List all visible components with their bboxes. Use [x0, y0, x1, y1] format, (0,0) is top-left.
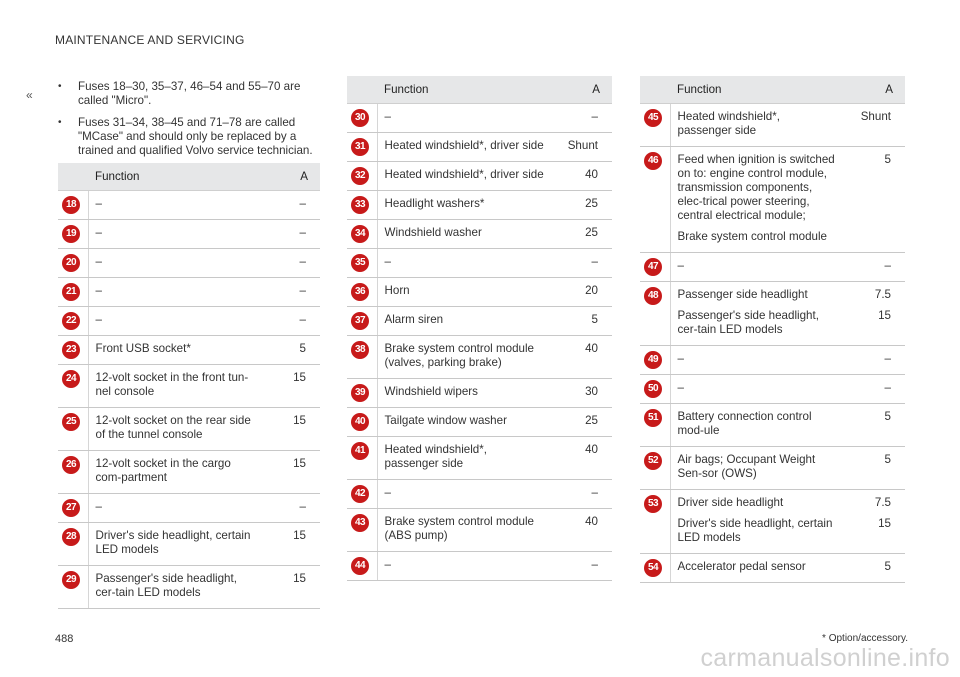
fuse-row — [347, 219, 612, 248]
fuse-number-badge: 21 — [62, 283, 80, 301]
fuse-amperage: 5 — [884, 452, 891, 466]
fuse-row — [58, 277, 320, 306]
table-header-row — [640, 76, 905, 103]
fuse-number-badge: 29 — [62, 571, 80, 589]
fuse-function: – — [95, 312, 102, 326]
fuse-function: Passenger side headlight — [677, 287, 808, 301]
fuse-number-badge: 25 — [62, 413, 80, 431]
fuse-number-badge: 19 — [62, 225, 80, 243]
fuse-row — [58, 565, 320, 608]
fuse-function: – — [384, 485, 391, 499]
fuse-amperage: – — [884, 351, 891, 365]
fuse-row — [58, 364, 320, 407]
fuse-function: Heated windshield*, driver side — [384, 138, 544, 152]
fuse-row — [347, 407, 612, 436]
fuse-number-badge: 30 — [351, 109, 369, 127]
fuse-function: – — [384, 557, 391, 571]
fuse-amperage: – — [591, 109, 598, 123]
fuse-row — [58, 248, 320, 277]
fuse-row — [640, 374, 905, 403]
fuse-table-1 — [58, 163, 320, 609]
fuse-function: Brake system control module (valves, parking brake) — [384, 341, 534, 369]
fuse-amperage: 5 — [591, 312, 598, 326]
fuse-row — [640, 146, 905, 252]
fuse-function: Front USB socket* — [95, 341, 191, 355]
fuse-amperage: 40 — [585, 167, 598, 181]
fuse-row — [347, 277, 612, 306]
fuse-amperage: 15 — [878, 516, 891, 530]
fuse-amperage: 30 — [585, 384, 598, 398]
fuse-row — [58, 450, 320, 493]
fuse-function: – — [95, 196, 102, 210]
fuse-number-badge: 48 — [644, 287, 662, 305]
fuse-function: Passenger's side headlight, cer-tain LED models — [677, 308, 819, 336]
fuse-function: Accelerator pedal sensor — [677, 559, 806, 573]
fuse-function: Heated windshield*, passenger side — [677, 109, 780, 137]
fuse-amperage: 40 — [585, 341, 598, 355]
fuse-number-badge: 39 — [351, 384, 369, 402]
fuse-amperage: – — [299, 196, 306, 210]
fuse-amperage: 7.5 — [874, 287, 891, 301]
fuse-number-badge: 34 — [351, 225, 369, 243]
fuse-function: Driver's side headlight, certain LED models — [95, 528, 251, 556]
fuse-row — [347, 436, 612, 479]
watermark-text: carmanualsonline.info — [700, 644, 950, 672]
fuse-row — [640, 281, 905, 345]
fuse-function: Tailgate window washer — [384, 413, 507, 427]
fuse-row — [640, 103, 905, 146]
fuse-function: Driver's side headlight, certain LED models — [677, 516, 833, 544]
fuse-row — [58, 219, 320, 248]
fuse-row — [347, 551, 612, 580]
fuse-row — [640, 252, 905, 281]
fuse-row — [58, 190, 320, 219]
bullet-icon: • — [58, 117, 62, 128]
fuse-amperage: 5 — [884, 152, 891, 166]
fuse-table-3 — [640, 76, 905, 583]
fuse-row — [58, 522, 320, 565]
table-header-row — [347, 76, 612, 103]
fuse-amperage: 15 — [878, 308, 891, 322]
fuse-row — [640, 446, 905, 489]
fuse-amperage: 20 — [585, 283, 598, 297]
fuse-amperage: – — [299, 225, 306, 239]
fuse-number-badge: 40 — [351, 413, 369, 431]
fuse-number-badge: 31 — [351, 138, 369, 156]
fuse-amperage: Shunt — [567, 138, 598, 152]
bullet-icon: • — [58, 81, 62, 92]
fuse-function: – — [677, 380, 684, 394]
fuse-number-badge: 18 — [62, 196, 80, 214]
fuse-function: 12-volt socket in the front tun-nel console — [95, 370, 249, 398]
fuse-amperage: 15 — [293, 456, 306, 470]
note-item — [58, 80, 322, 108]
fuse-function: Battery connection control mod-ule — [677, 409, 812, 437]
fuse-notes-list — [58, 80, 322, 166]
fuse-function: Alarm siren — [384, 312, 444, 326]
fuse-number-badge: 37 — [351, 312, 369, 330]
note-text: Fuses 18–30, 35–37, 46–54 and 55–70 are called "Micro". — [78, 80, 301, 107]
fuse-row — [58, 335, 320, 364]
fuse-number-badge: 38 — [351, 341, 369, 359]
fuse-amperage: 25 — [585, 413, 598, 427]
fuse-number-badge: 28 — [62, 528, 80, 546]
back-nav-icon[interactable]: « — [26, 88, 31, 102]
fuse-function: Heated windshield*, passenger side — [384, 442, 487, 470]
fuse-row — [640, 345, 905, 374]
fuse-function: – — [95, 283, 102, 297]
fuse-amperage: – — [299, 283, 306, 297]
column-header-function: Function — [377, 76, 552, 103]
fuse-function: Feed when ignition is switched on to: engine control module, transmission components, elec-trical power steering, central electrical module; — [677, 152, 835, 222]
fuse-amperage: 40 — [585, 514, 598, 528]
fuse-amperage: – — [591, 485, 598, 499]
fuse-amperage: 25 — [585, 196, 598, 210]
fuse-amperage: 15 — [293, 370, 306, 384]
fuse-function: 12-volt socket on the rear side of the tunnel console — [95, 413, 251, 441]
fuse-row — [347, 306, 612, 335]
fuse-function: 12-volt socket in the cargo com-partment — [95, 456, 231, 484]
fuse-number-badge: 32 — [351, 167, 369, 185]
fuse-row — [640, 553, 905, 582]
column-header-function: Function — [670, 76, 845, 103]
fuse-amperage: – — [884, 258, 891, 272]
fuse-amperage: 7.5 — [874, 495, 891, 509]
fuse-number-badge: 44 — [351, 557, 369, 575]
fuse-row — [347, 479, 612, 508]
fuse-function: Brake system control module (ABS pump) — [384, 514, 534, 542]
fuse-amperage: 5 — [299, 341, 306, 355]
fuse-row — [640, 403, 905, 446]
fuse-number-badge: 43 — [351, 514, 369, 532]
fuse-row — [347, 103, 612, 132]
fuse-row — [58, 493, 320, 522]
fuse-row — [347, 378, 612, 407]
fuse-row — [347, 190, 612, 219]
fuse-number-badge: 22 — [62, 312, 80, 330]
fuse-number-badge: 52 — [644, 452, 662, 470]
fuse-amperage: 40 — [585, 442, 598, 456]
fuse-amperage: 15 — [293, 528, 306, 542]
fuse-number-badge: 54 — [644, 559, 662, 577]
fuse-function: Driver side headlight — [677, 495, 784, 509]
footnote: * Option/accessory. — [822, 633, 908, 644]
note-text: Fuses 31–34, 38–45 and 71–78 are called "MCase" and should only be replaced by a trained and qualified Volvo service technician. — [78, 116, 313, 157]
fuse-amperage: 5 — [884, 559, 891, 573]
fuse-function: – — [95, 254, 102, 268]
fuse-table-2 — [347, 76, 612, 581]
fuse-number-badge: 27 — [62, 499, 80, 517]
fuse-amperage: 15 — [293, 571, 306, 585]
fuse-row — [347, 335, 612, 378]
table-header-row — [58, 163, 320, 190]
fuse-amperage: – — [591, 254, 598, 268]
fuse-function: – — [384, 109, 391, 123]
fuse-function: – — [677, 351, 684, 365]
fuse-number-badge: 45 — [644, 109, 662, 127]
page-header-title: MAINTENANCE AND SERVICING — [55, 33, 245, 47]
fuse-number-badge: 23 — [62, 341, 80, 359]
fuse-number-badge: 49 — [644, 351, 662, 369]
fuse-amperage: Shunt — [860, 109, 891, 123]
fuse-amperage: 25 — [585, 225, 598, 239]
fuse-number-badge: 47 — [644, 258, 662, 276]
column-header-amp: A — [552, 76, 612, 103]
fuse-function: Horn — [384, 283, 410, 297]
fuse-function: Air bags; Occupant Weight Sen-sor (OWS) — [677, 452, 816, 480]
fuse-amperage: 5 — [884, 409, 891, 423]
fuse-row — [347, 132, 612, 161]
note-item — [58, 116, 322, 158]
fuse-row — [347, 508, 612, 551]
fuse-number-badge: 50 — [644, 380, 662, 398]
fuse-function: Headlight washers* — [384, 196, 485, 210]
fuse-amperage: – — [299, 254, 306, 268]
fuse-number-badge: 51 — [644, 409, 662, 427]
fuse-function: – — [384, 254, 391, 268]
fuse-row — [347, 161, 612, 190]
fuse-row — [347, 248, 612, 277]
fuse-function: – — [95, 225, 102, 239]
column-header-amp: A — [260, 163, 320, 190]
page-number: 488 — [55, 633, 74, 645]
fuse-amperage: – — [884, 380, 891, 394]
fuse-amperage: – — [299, 312, 306, 326]
fuse-number-badge: 41 — [351, 442, 369, 460]
fuse-amperage: 15 — [293, 413, 306, 427]
column-header-function: Function — [88, 163, 260, 190]
fuse-number-badge: 53 — [644, 495, 662, 513]
fuse-number-badge: 35 — [351, 254, 369, 272]
fuse-function: Windshield washer — [384, 225, 482, 239]
fuse-number-badge: 20 — [62, 254, 80, 272]
column-header-amp: A — [845, 76, 905, 103]
fuse-number-badge: 24 — [62, 370, 80, 388]
fuse-number-badge: 42 — [351, 485, 369, 503]
fuse-function: Passenger's side headlight, cer-tain LED models — [95, 571, 237, 599]
fuse-function: Heated windshield*, driver side — [384, 167, 544, 181]
fuse-function: – — [677, 258, 684, 272]
fuse-number-badge: 36 — [351, 283, 369, 301]
fuse-number-badge: 46 — [644, 152, 662, 170]
fuse-row — [58, 306, 320, 335]
fuse-amperage: – — [591, 557, 598, 571]
fuse-number-badge: 33 — [351, 196, 369, 214]
fuse-function: – — [95, 499, 102, 513]
fuse-row — [640, 489, 905, 553]
fuse-function: Brake system control module — [677, 229, 827, 243]
fuse-number-badge: 26 — [62, 456, 80, 474]
fuse-row — [58, 407, 320, 450]
fuse-amperage: – — [299, 499, 306, 513]
fuse-function: Windshield wipers — [384, 384, 478, 398]
